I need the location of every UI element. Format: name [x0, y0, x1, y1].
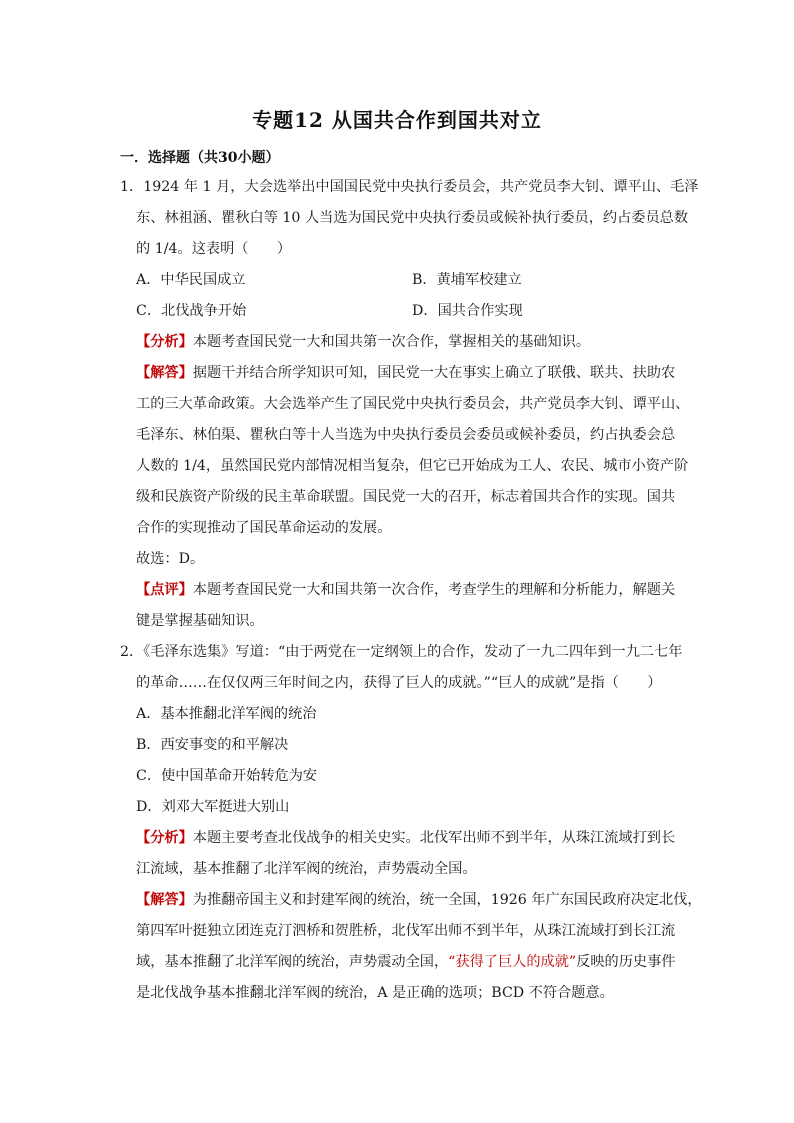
- answer-line: 为推翻帝国主义和封建军阀的统治，统一全国，1926 年广东国民政府决定北伐，: [192, 892, 702, 908]
- answer-line: 级和民族资产阶级的民主革命联盟。国民党一大的召开，标志着国共合作的实现。国共: [136, 489, 676, 505]
- analysis-tag: 【分析】: [136, 830, 193, 846]
- answer-line: 毛泽东、林伯渠、瞿秋白等十人当选为中央执行委员会委员或候补委员，约占执委会总: [136, 427, 676, 443]
- q2-option-b: B．西安事变的和平解决: [136, 737, 289, 753]
- q1-choice: 故选：D。: [136, 551, 205, 567]
- analysis-line: 本题主要考查北伐战争的相关史实。北伐军出师不到半年，从珠江流域打到长: [192, 830, 676, 846]
- q1-option-b: B．黄埔军校建立: [412, 272, 522, 288]
- question-1: [120, 172, 699, 637]
- q1-stem-line: 的 1/4。这表明（ ）: [136, 241, 292, 257]
- answer-line: 据题干并结合所学知识可知，国民党一大在事实上确立了联俄、联共、扶助农: [192, 365, 676, 381]
- answer-after-quote: 反映的历史事件: [576, 954, 676, 970]
- analysis-text: 本题考查国民党一大和国共第一次合作，掌握相关的基础知识。: [192, 334, 591, 350]
- q1-option-c: C．北伐战争开始: [136, 303, 247, 319]
- q1-stem-line: 1．1924 年 1 月，大会选举出中国国民党中央执行委员会，共产党员李大钊、谭平山、毛泽: [120, 179, 699, 195]
- question-2: [120, 637, 702, 1009]
- q1-stem-line: 东、林祖涵、瞿秋白等 10 人当选为国民党中央执行委员或候补执行委员，约占委员总数: [136, 210, 689, 226]
- answer-tag: 【解答】: [136, 365, 193, 381]
- answer-line: 是北伐战争基本推翻北洋军阀的统治，A 是正确的选项；BCD 不符合题意。: [136, 985, 614, 1001]
- q1-comment: [120, 575, 680, 637]
- section-heading: 一．选择题（共30小题）: [120, 150, 280, 166]
- q2-stem-line: 的革命……在仅仅两三年时间之内，获得了巨人的成就。”“巨人的成就”是指（ ）: [136, 675, 662, 691]
- q1-option-d: D．国共合作实现: [412, 303, 523, 319]
- q1-option-a: A．中华民国成立: [136, 272, 246, 288]
- answer-line: 第四军叶挺独立团连克汀泗桥和贺胜桥，北伐军出师不到半年，从珠江流域打到长江流: [136, 923, 676, 939]
- q1-options-row-2: [120, 296, 680, 327]
- answer-tag: 【解答】: [136, 892, 193, 908]
- q2-option-a: A．基本推翻北洋军阀的统治: [136, 706, 317, 722]
- answer-quote: “获得了巨人的成就”: [448, 954, 577, 970]
- q2-stem-line: 2．《毛泽东选集》写道：“由于两党在一定纲领上的合作，发动了一九二四年到一九二七年: [120, 644, 683, 660]
- answer-line: 域，基本推翻了北洋军阀的统治，声势震动全国，: [136, 954, 449, 970]
- page-title: 专题12 从国共合作到国共对立: [252, 108, 542, 132]
- comment-line: 键是掌握基础知识。: [136, 613, 264, 629]
- analysis-line: 江流域，基本推翻了北洋军阀的统治，声势震动全国。: [136, 861, 477, 877]
- answer-line: 合作的实现推动了国民革命运动的发展。: [136, 520, 392, 536]
- q1-options-row-1: [120, 265, 680, 296]
- q2-option-c: C．使中国革命开始转危为安: [136, 768, 318, 784]
- answer-line: 人数的 1/4，虽然国民党内部情况相当复杂，但它已开始成为工人、农民、城市小资产阶: [136, 458, 689, 474]
- q2-analysis: [120, 823, 680, 885]
- answer-line: 工的三大革命政策。大会选举产生了国民党中央执行委员会，共产党员李大钊、谭平山、: [136, 396, 690, 412]
- q2-answer: [120, 885, 702, 1009]
- q2-option-d: D．刘邓大军挺进大别山: [136, 799, 290, 815]
- q1-answer: [120, 358, 690, 544]
- q1-analysis: [120, 327, 680, 358]
- comment-tag: 【点评】: [136, 582, 193, 598]
- analysis-tag: 【分析】: [136, 334, 193, 350]
- comment-line: 本题考查国民党一大和国共第一次合作，考查学生的理解和分析能力，解题关: [192, 582, 676, 598]
